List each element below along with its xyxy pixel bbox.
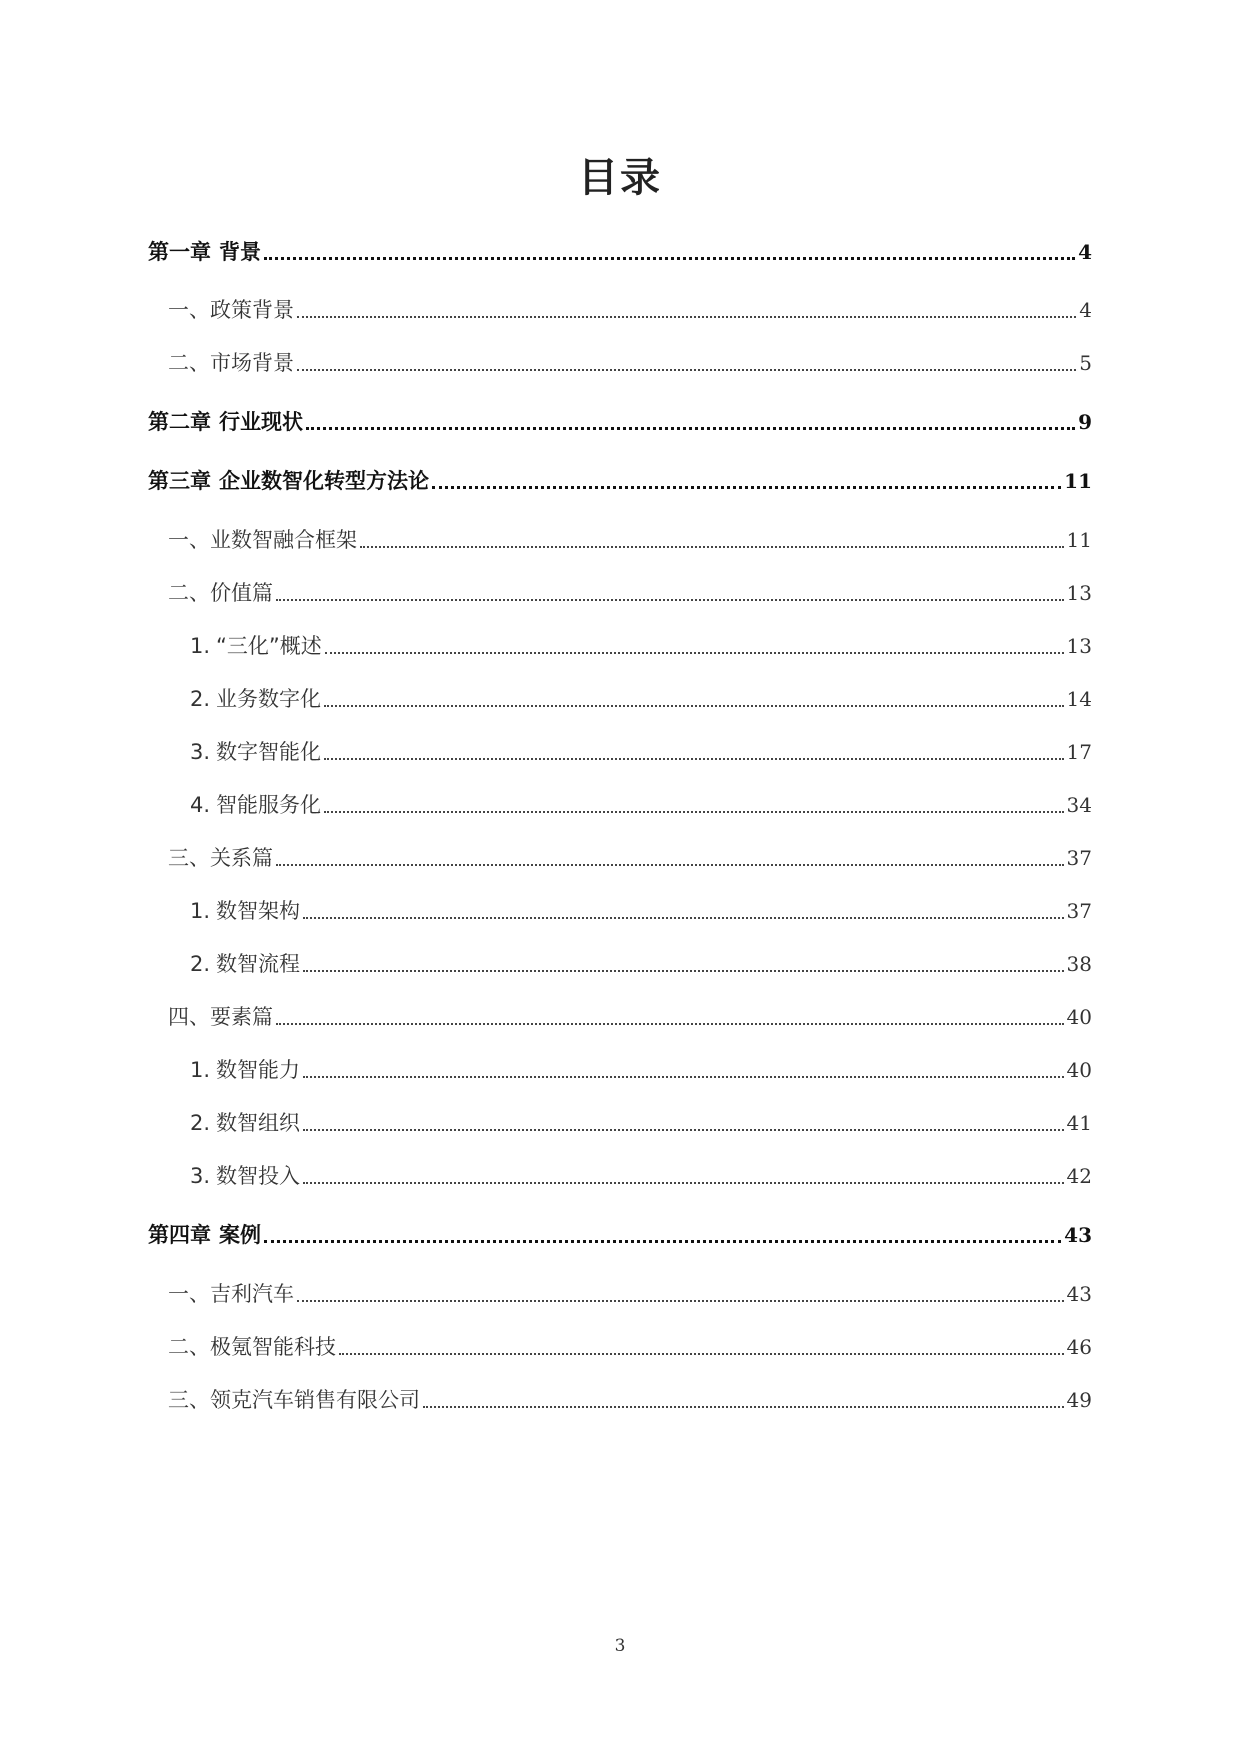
dot-leader <box>276 599 1064 601</box>
toc-entry-page: 43 <box>1066 1282 1092 1306</box>
toc-entry-page: 38 <box>1066 952 1092 976</box>
dot-leader <box>324 705 1064 707</box>
toc-entry-number: 一、 <box>168 1282 210 1306</box>
toc-entry-page: 4 <box>1078 240 1092 264</box>
toc-entry[interactable] <box>148 679 1092 713</box>
page-title: 目录 <box>578 155 662 201</box>
toc-entry-page: 46 <box>1066 1335 1092 1359</box>
toc-entry[interactable] <box>148 944 1092 978</box>
dot-leader <box>324 811 1064 813</box>
dot-leader <box>325 652 1064 654</box>
toc-entry[interactable] <box>148 461 1092 495</box>
toc-entry-title: 市场背景 <box>210 351 294 375</box>
toc-entry-page: 5 <box>1079 351 1092 375</box>
toc-entry-page: 34 <box>1066 793 1092 817</box>
toc-entry-title: 智能服务化 <box>216 793 322 817</box>
toc-entry-number: 2. <box>190 1111 211 1135</box>
page-number: 3 <box>614 1636 626 1656</box>
toc-entry-page: 42 <box>1066 1164 1092 1188</box>
toc-entry-page: 11 <box>1066 528 1092 552</box>
dot-leader <box>423 1406 1064 1408</box>
toc-entry[interactable] <box>148 1380 1092 1414</box>
toc-entry[interactable] <box>148 732 1092 766</box>
toc-entry[interactable] <box>148 520 1092 554</box>
toc-entry-number: 1. <box>190 899 211 923</box>
toc-entry-title: 要素篇 <box>210 1005 273 1029</box>
toc-entry-title: 数智能力 <box>216 1058 301 1082</box>
toc-entry-number: 2. <box>190 952 211 976</box>
dot-leader <box>297 369 1076 371</box>
toc-entry-title: 数智组织 <box>216 1111 301 1135</box>
toc-entry[interactable] <box>148 402 1092 436</box>
dot-leader <box>432 486 1061 489</box>
toc-entry-number: 一、 <box>168 528 210 552</box>
dot-leader <box>303 1076 1064 1078</box>
toc-entry[interactable] <box>148 1327 1092 1361</box>
toc-entry[interactable] <box>148 1050 1092 1084</box>
dot-leader <box>303 1182 1064 1184</box>
toc-entry-number: 第四章 <box>148 1223 211 1247</box>
toc-entry-number: 2. <box>190 687 211 711</box>
toc-entry-number: 3. <box>190 1164 211 1188</box>
toc-entry-page: 49 <box>1066 1388 1092 1412</box>
toc-entry-number: 1. <box>190 634 211 658</box>
toc-entry-title: 关系篇 <box>210 846 273 870</box>
toc-entry-number: 二、 <box>168 351 210 375</box>
toc-entry-title: 数智投入 <box>216 1164 301 1188</box>
toc-entry[interactable] <box>148 573 1092 607</box>
toc-entry-number: 二、 <box>168 581 210 605</box>
toc-entry[interactable] <box>148 891 1092 925</box>
dot-leader <box>303 970 1064 972</box>
dot-leader <box>303 1129 1064 1131</box>
toc-entry-number: 3. <box>190 740 211 764</box>
dot-leader <box>297 1300 1064 1302</box>
toc-entry-number: 第一章 <box>148 240 211 264</box>
dot-leader <box>276 1023 1064 1025</box>
toc-entry-page: 43 <box>1064 1223 1092 1247</box>
dot-leader <box>324 758 1064 760</box>
toc-entry[interactable] <box>148 1103 1092 1137</box>
dot-leader <box>276 864 1064 866</box>
toc-entry-page: 40 <box>1066 1005 1092 1029</box>
toc-entry-number: 1. <box>190 1058 211 1082</box>
toc-entry-page: 37 <box>1066 899 1092 923</box>
toc-entry-title: 数字智能化 <box>216 740 322 764</box>
toc-entry-title: 价值篇 <box>210 581 273 605</box>
toc-entry-title: 业数智融合框架 <box>210 528 357 552</box>
toc-entry-page: 41 <box>1066 1111 1092 1135</box>
toc-entry-page: 40 <box>1066 1058 1092 1082</box>
dot-leader <box>264 257 1075 260</box>
toc-entry-title: 领克汽车销售有限公司 <box>210 1388 420 1412</box>
toc-entry-number: 二、 <box>168 1335 210 1359</box>
toc-entry[interactable] <box>148 997 1092 1031</box>
toc-entry-title: 行业现状 <box>219 410 303 434</box>
toc-entry[interactable] <box>148 838 1092 872</box>
toc-entry-number: 4. <box>190 793 211 817</box>
toc-entry-title: 极氪智能科技 <box>210 1335 336 1359</box>
toc-entry[interactable] <box>148 290 1092 324</box>
toc-entry[interactable] <box>148 1215 1092 1249</box>
toc-entry-title: 吉利汽车 <box>210 1282 294 1306</box>
toc-entry-title: 政策背景 <box>210 298 294 322</box>
dot-leader <box>360 546 1064 548</box>
toc-entry-page: 13 <box>1066 581 1092 605</box>
toc-entry-title: 业务数字化 <box>216 687 322 711</box>
toc-entry-title: 数智架构 <box>216 899 301 923</box>
toc-entry-page: 17 <box>1066 740 1092 764</box>
toc-entry[interactable] <box>148 626 1092 660</box>
toc-entry[interactable] <box>148 1156 1092 1190</box>
toc-entry-page: 37 <box>1066 846 1092 870</box>
toc-entry-page: 11 <box>1064 469 1092 493</box>
dot-leader <box>339 1353 1064 1355</box>
toc-entry-page: 13 <box>1066 634 1092 658</box>
toc-entry[interactable] <box>148 785 1092 819</box>
toc-entry-title: 背景 <box>219 240 261 264</box>
toc-entry-title: 数智流程 <box>216 952 301 976</box>
toc-entry-number: 三、 <box>168 1388 210 1412</box>
toc-entry[interactable] <box>148 1274 1092 1308</box>
toc-entry[interactable] <box>148 232 1092 266</box>
dot-leader <box>264 1240 1061 1243</box>
dot-leader <box>297 316 1076 318</box>
dot-leader <box>303 917 1064 919</box>
toc-entry-title: “三化”概述 <box>216 634 322 658</box>
toc-entry[interactable] <box>148 343 1092 377</box>
toc-entry-page: 4 <box>1079 298 1092 322</box>
toc-entry-number: 四、 <box>168 1005 210 1029</box>
toc-entry-page: 14 <box>1066 687 1092 711</box>
toc-entry-page: 9 <box>1078 410 1092 434</box>
toc-entry-title: 企业数智化转型方法论 <box>219 469 429 493</box>
toc-entry-title: 案例 <box>219 1223 261 1247</box>
dot-leader <box>306 427 1075 430</box>
toc-entry-number: 三、 <box>168 846 210 870</box>
toc-entry-number: 第二章 <box>148 410 211 434</box>
toc-entry-number: 第三章 <box>148 469 211 493</box>
toc-entry-number: 一、 <box>168 298 210 322</box>
